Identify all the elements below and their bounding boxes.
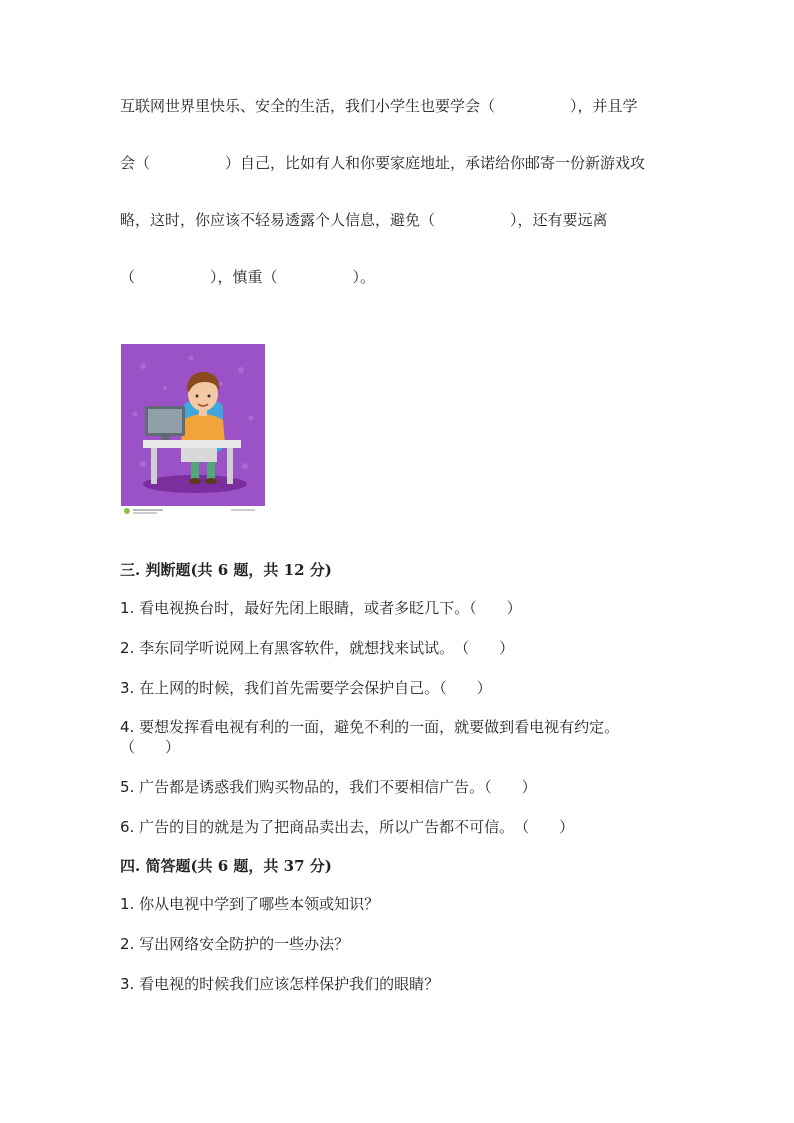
- section-4-title: 四. 简答题(共 6 题，共 37 分): [120, 857, 332, 875]
- tf-question-4: 4. 要想发挥看电视有利的一面，避免不利的一面，就要做到看电视有约定。: [120, 718, 620, 736]
- tf-question-2: 2. 李东同学听说网上有黑客软件，就想找来试试。 （ ）: [120, 639, 515, 657]
- boy-shirt: [181, 414, 225, 444]
- paragraph-line-3: 略，这时，你应该不轻易透露个人信息，避免（ ），还有要远离: [120, 211, 608, 229]
- tf-question-4-blank: （ ）: [120, 738, 181, 756]
- tf-question-6: 6. 广告的目的就是为了把商品卖出去，所以广告都不可信。 （ ）: [120, 818, 575, 836]
- tf-question-5: 5. 广告都是诱惑我们购买物品的，我们不要相信广告。（ ）: [120, 778, 537, 796]
- tf-question-1: 1. 看电视换台时，最好先闭上眼睛，或者多眨几下。（ ）: [120, 599, 522, 617]
- boy-at-computer-illustration: [121, 344, 265, 516]
- paragraph-line-1: 互联网世界里快乐、安全的生活，我们小学生也要学会（ ），并且学: [120, 97, 638, 115]
- desk-top: [143, 440, 241, 448]
- paragraph-line-4: （ ），慎重（ ）。: [120, 268, 376, 286]
- sa-question-3: 3. 看电视的时候我们应该怎样保护我们的眼睛？: [120, 975, 440, 993]
- sa-question-2: 2. 写出网络安全防护的一些办法？: [120, 935, 350, 953]
- paragraph-line-2: 会（ ）自己，比如有人和你要家庭地址，承诺给你邮寄一份新游戏攻: [120, 154, 646, 172]
- tf-question-3: 3. 在上网的时候，我们首先需要学会保护自己。（ ）: [120, 679, 492, 697]
- sa-question-1: 1. 你从电视中学到了哪些本领或知识？: [120, 895, 380, 913]
- section-3-title: 三. 判断题(共 6 题，共 12 分): [120, 561, 332, 579]
